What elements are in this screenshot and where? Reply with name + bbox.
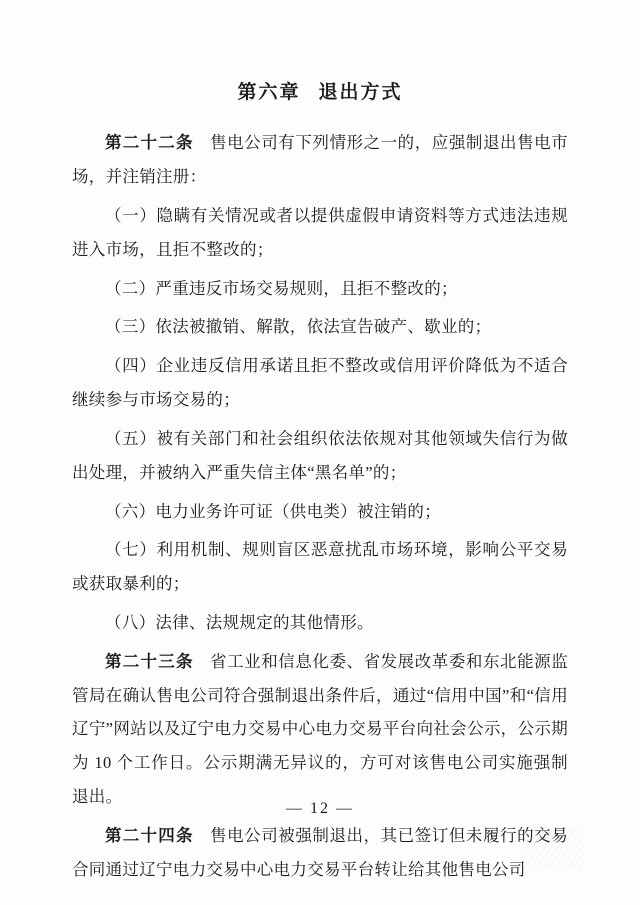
paragraph-item-8 [72, 606, 568, 640]
faint-stamp-mark [522, 827, 584, 869]
paragraph-text: 省工业和信息化委、省发展改革委和东北能源监管局在确认售电公司符合强制退出条件后，通过“信用中国”和“信用辽宁”网站以及辽宁电力交易中心电力交易平台向社会公示，公示期为 10 个工作日。公示期满无异议的，方可对该售电公司实施强制退出。 [72, 651, 568, 807]
paragraph-text: （八）法律、法规规定的其他情形。 [105, 612, 374, 632]
paragraph-text: （七）利用机制、规则盲区恶意扰乱市场环境，影响公平交易或获取暴利的； [72, 540, 568, 594]
paragraph-article-22 [72, 126, 568, 194]
footer-dash-right: — [336, 800, 354, 817]
paragraph-item-7 [72, 533, 568, 601]
paragraph-text: （一）隐瞒有关情况或者以提供虚假申请资料等方式违法违规进入市场，且拒不整改的； [72, 206, 568, 259]
paragraph-text: 售电公司被强制退出，其已签订但未履行的交易合同通过辽宁电力交易中心电力交易平台转让给其他售电公司 [72, 825, 568, 879]
paragraph-item-4 [72, 349, 568, 417]
paragraph-item-2 [72, 272, 568, 306]
paragraph-article-24 [72, 819, 568, 887]
paragraph-text: 售电公司有下列情形之一的，应强制退出售电市场，并注销注册： [72, 133, 568, 187]
paragraph-text: （五）被有关部门和社会组织依法依规对其他领域失信行为做出处理，并被纳入严重失信主体“黑名单”的； [72, 428, 568, 482]
page-number: 12 [310, 800, 330, 817]
paragraph-article-23 [72, 645, 568, 814]
page-footer [0, 800, 640, 818]
paragraph-item-5 [72, 422, 568, 490]
footer-dash-left: — [286, 800, 304, 817]
article-number: 第二十二条 [105, 133, 194, 153]
chapter-number: 第六章 [237, 82, 301, 103]
article-number: 第二十三条 [105, 651, 194, 671]
chapter-heading [72, 78, 568, 108]
paragraph-item-6 [72, 495, 568, 529]
paragraph-item-1 [72, 199, 568, 267]
paragraph-text: （六）电力业务许可证（供电类）被注销的； [105, 501, 441, 521]
chapter-name: 退出方式 [318, 82, 403, 103]
paragraph-item-3 [72, 310, 568, 344]
document-body [72, 78, 568, 891]
paragraph-text: （二）严重违反市场交易规则，且拒不整改的； [105, 278, 458, 298]
paragraph-text: （四）企业违反信用承诺且拒不整改或信用评价降低为不适合继续参与市场交易的； [72, 356, 568, 410]
article-number: 第二十四条 [105, 825, 194, 845]
paragraph-text: （三）依法被撤销、解散，依法宣告破产、歇业的； [105, 317, 492, 337]
